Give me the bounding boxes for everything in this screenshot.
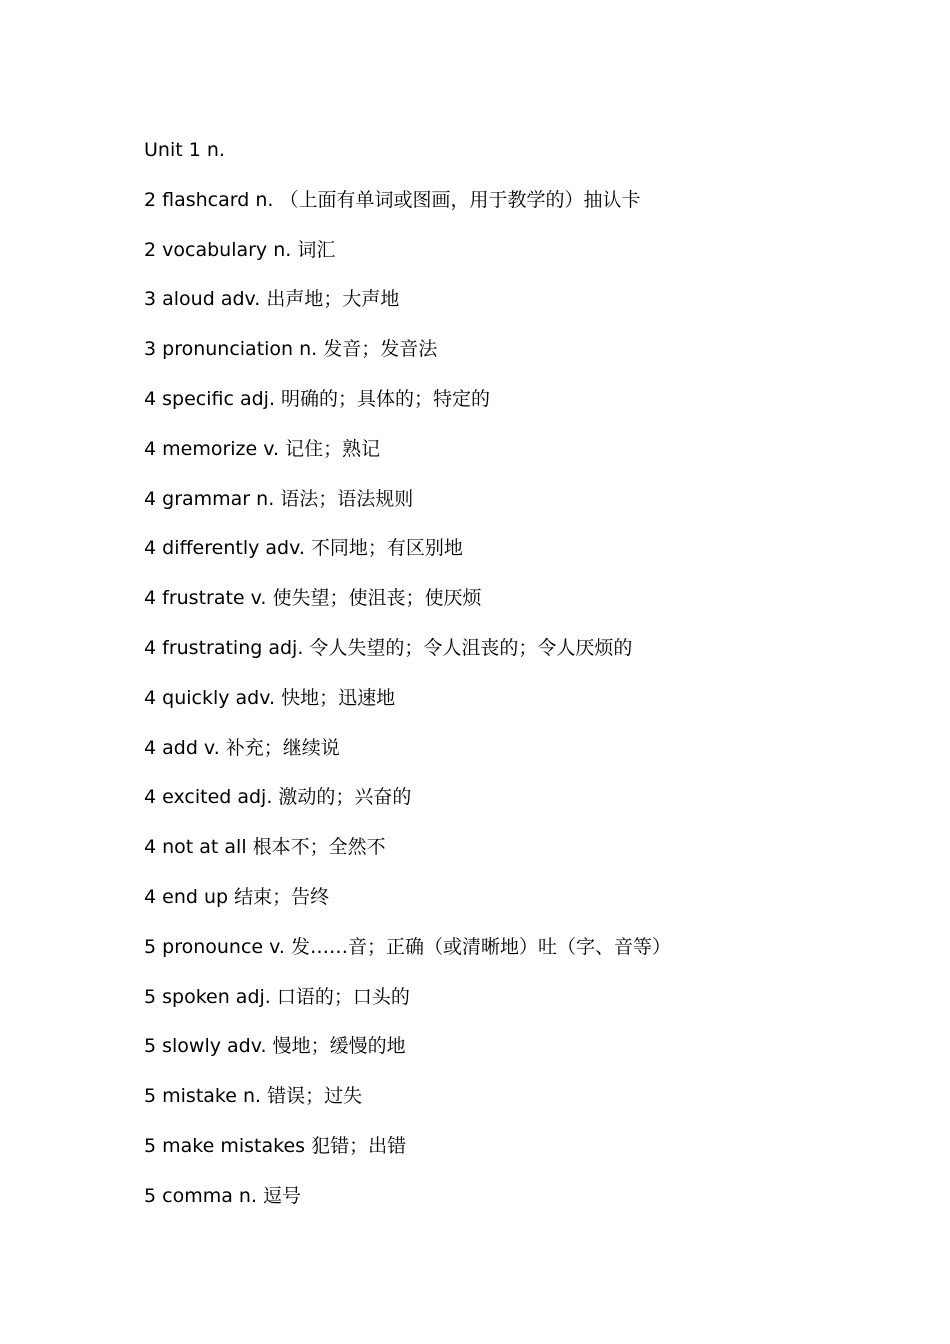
vocab-entry: 3 pronunciation n. 发音；发音法: [144, 338, 438, 361]
vocab-entry: 4 frustrating adj. 令人失望的；令人沮丧的；令人厌烦的: [144, 636, 633, 659]
unit-heading: Unit 1 n.: [144, 139, 225, 161]
vocab-entry: 5 make mistakes 犯错；出错: [144, 1134, 407, 1157]
vocab-entry: 2 vocabulary n. 词汇: [144, 238, 336, 261]
vocab-entry: 4 add v. 补充；继续说: [144, 736, 340, 759]
vocab-entry: 4 frustrate v. 使失望；使沮丧；使厌烦: [144, 587, 482, 610]
vocab-entry: 4 specific adj. 明确的；具体的；特定的: [144, 387, 491, 410]
vocab-entry: 4 not at all 根本不；全然不: [144, 836, 386, 859]
vocab-entry: 4 excited adj. 激动的；兴奋的: [144, 786, 412, 809]
vocab-entry: 5 spoken adj. 口语的；口头的: [144, 985, 410, 1008]
vocab-entry: 5 slowly adv. 慢地；缓慢的地: [144, 1035, 406, 1058]
vocab-entry: 2 flashcard n. （上面有单词或图画，用于教学的）抽认卡: [144, 188, 641, 211]
vocab-entry: 4 differently adv. 不同地；有区别地: [144, 537, 463, 560]
vocab-entry: 4 quickly adv. 快地；迅速地: [144, 686, 396, 709]
vocab-entry: 4 memorize v. 记住；熟记: [144, 437, 381, 460]
vocab-entry: 3 aloud adv. 出声地；大声地: [144, 288, 400, 311]
vocab-entry: 4 grammar n. 语法；语法规则: [144, 487, 414, 510]
vocab-entry: 5 pronounce v. 发……音；正确（或清晰地）吐（字、音等）: [144, 935, 671, 958]
vocab-entry: 5 mistake n. 错误；过失: [144, 1085, 363, 1108]
vocab-entry: 4 end up 结束；告终: [144, 885, 330, 908]
vocabulary-list: [144, 136, 904, 1232]
vocab-entry: 5 comma n. 逗号: [144, 1184, 302, 1207]
